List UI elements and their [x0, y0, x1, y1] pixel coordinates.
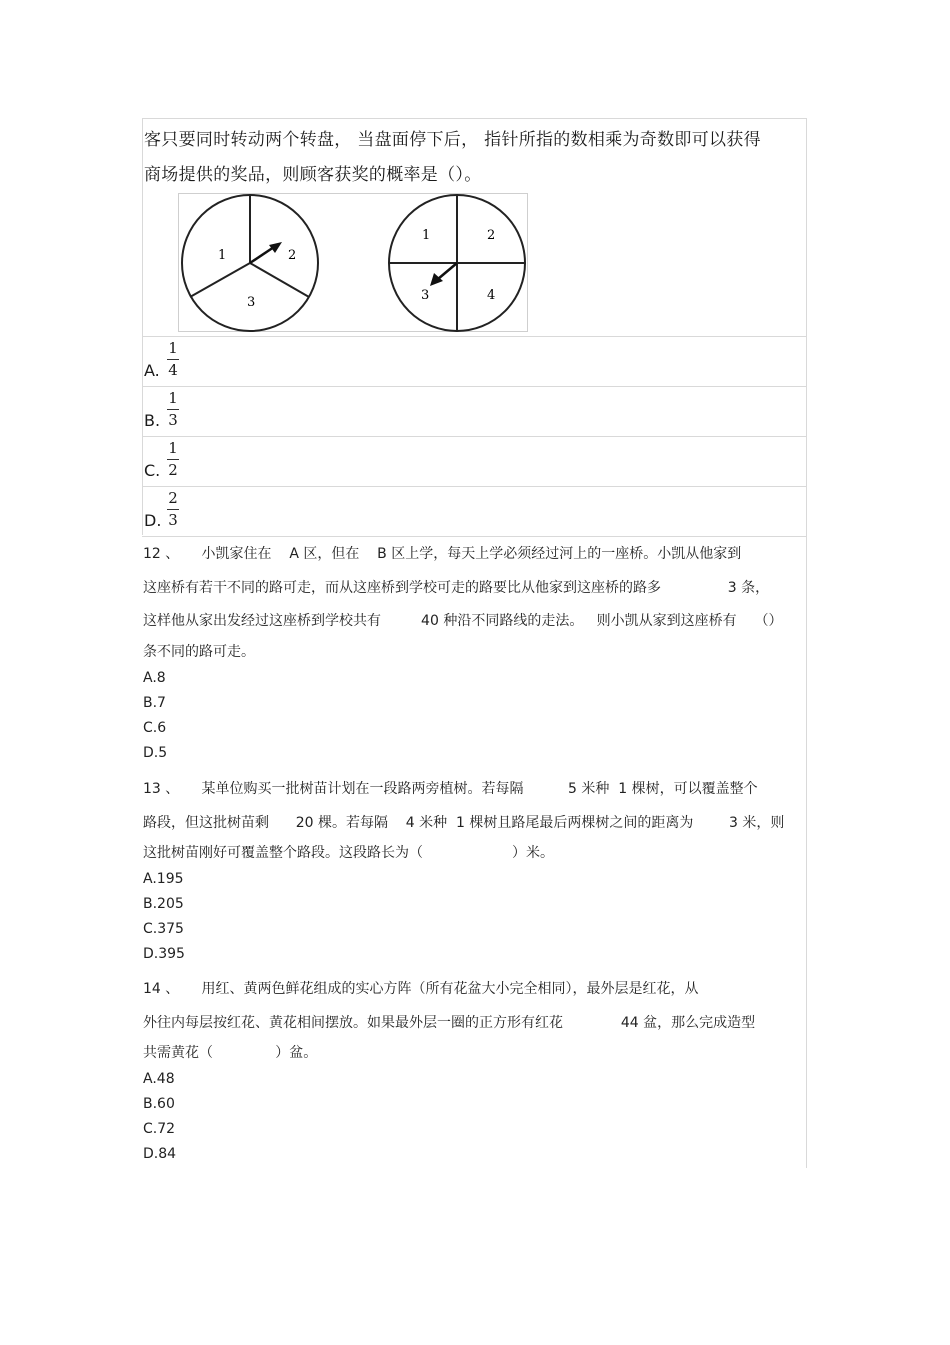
question-13 [143, 773, 808, 967]
question-14-line: 共需黄花（ ）盆。 [143, 1045, 318, 1061]
fraction-bar [167, 509, 179, 510]
option-label: C. [144, 461, 161, 480]
question-13-option-c[interactable]: C.375 [143, 921, 184, 937]
fraction [166, 390, 180, 428]
option-c[interactable] [142, 437, 806, 487]
fraction-denominator: 3 [168, 411, 178, 429]
question-13-option-a[interactable]: A.195 [143, 871, 184, 887]
fraction-denominator: 2 [168, 461, 178, 479]
question-13-option-b[interactable]: B.205 [143, 896, 184, 912]
question-14-option-c[interactable]: C.72 [143, 1121, 176, 1137]
question-14-option-b[interactable]: B.60 [143, 1096, 175, 1112]
question-14-line: 14 、 用红、黄两色鲜花组成的实心方阵（所有花盆大小完全相同），最外层是红花，从 [143, 981, 699, 997]
question-12-option-d[interactable]: D.5 [143, 744, 168, 761]
fraction-bar [167, 409, 179, 410]
option-a[interactable] [142, 337, 806, 387]
fraction-numerator: 1 [168, 339, 178, 357]
wheel1-label: 2 [288, 248, 297, 263]
fraction-numerator: 1 [168, 439, 178, 457]
wheel-four-sectors [389, 195, 525, 331]
fraction [166, 440, 180, 478]
question-12-line: 这座桥有若干不同的路可走，而从这座桥到学校可走的路要比从他家到这座桥的路多 3 条， [143, 579, 770, 596]
question-14-option-d[interactable]: D.84 [143, 1146, 177, 1162]
wheel-three-sectors [182, 195, 318, 331]
question-12-line: 这样他从家出发经过这座桥到学校共有 40 种沿不同路线的走法。 则小凯从家到这座桥有 （） [143, 613, 783, 629]
wheel1-label: 1 [218, 248, 227, 263]
option-label: D. [144, 511, 162, 530]
question-12-line: 12 、 小凯家住在 A 区，但在 B 区上学，每天上学必须经过河上的一座桥。小凯从他家到 [143, 546, 742, 562]
fraction-denominator: 4 [168, 361, 178, 379]
wheel2-label: 4 [487, 288, 496, 303]
fraction-numerator: 2 [168, 489, 178, 507]
question-12-option-a[interactable]: A.8 [143, 669, 166, 686]
question-13-line: 这批树苗刚好可覆盖整个路段。这段路长为（ ）米。 [143, 845, 555, 861]
wheel1-label: 3 [247, 295, 256, 310]
spinner-wheels [178, 193, 672, 333]
question-12-option-c[interactable]: C.6 [143, 719, 167, 736]
question-11-stem-line: 客只要同时转动两个转盘， 当盘面停下后， 指针所指的数相乘为奇数即可以获得 [144, 130, 761, 150]
question-14-option-a[interactable]: A.48 [143, 1071, 175, 1087]
option-label: A. [144, 361, 160, 380]
spinner-figure [142, 193, 806, 337]
wheel2-label: 3 [421, 288, 430, 303]
question-11-stem [142, 119, 806, 193]
fraction-denominator: 3 [168, 511, 178, 529]
fraction [166, 340, 180, 378]
wheel2-label: 2 [487, 228, 496, 243]
question-13-line: 13 、 某单位购买一批树苗计划在一段路两旁植树。若每隔 5 米种 1 棵树，可以覆盖整个 [143, 781, 758, 797]
fraction [166, 490, 180, 528]
question-11-stem-line: 商场提供的奖品，则顾客获奖的概率是（）。 [144, 165, 482, 185]
option-label: B. [144, 411, 161, 430]
question-12-line: 条不同的路可走。 [143, 643, 255, 660]
question-12-option-b[interactable]: B.7 [143, 694, 166, 711]
question-13-line: 路段，但这批树苗剩 20 棵。若每隔 4 米种 1 棵树且路尾最后两棵树之间的距离为 3 米，则 [143, 814, 785, 831]
fraction-bar [167, 459, 179, 460]
option-d[interactable] [142, 487, 806, 537]
wheel2-label: 1 [422, 228, 431, 243]
question-13-option-d[interactable]: D.395 [143, 946, 185, 962]
question-12 [143, 538, 808, 766]
question-14-line: 外往内每层按红花、黄花相间摆放。如果最外层一圈的正方形有红花 44 盆，那么完成造型 [143, 1014, 756, 1031]
option-b[interactable] [142, 387, 806, 437]
question-14 [143, 973, 808, 1167]
fraction-numerator: 1 [168, 389, 178, 407]
question-11 [142, 118, 806, 537]
fraction-bar [167, 359, 179, 360]
